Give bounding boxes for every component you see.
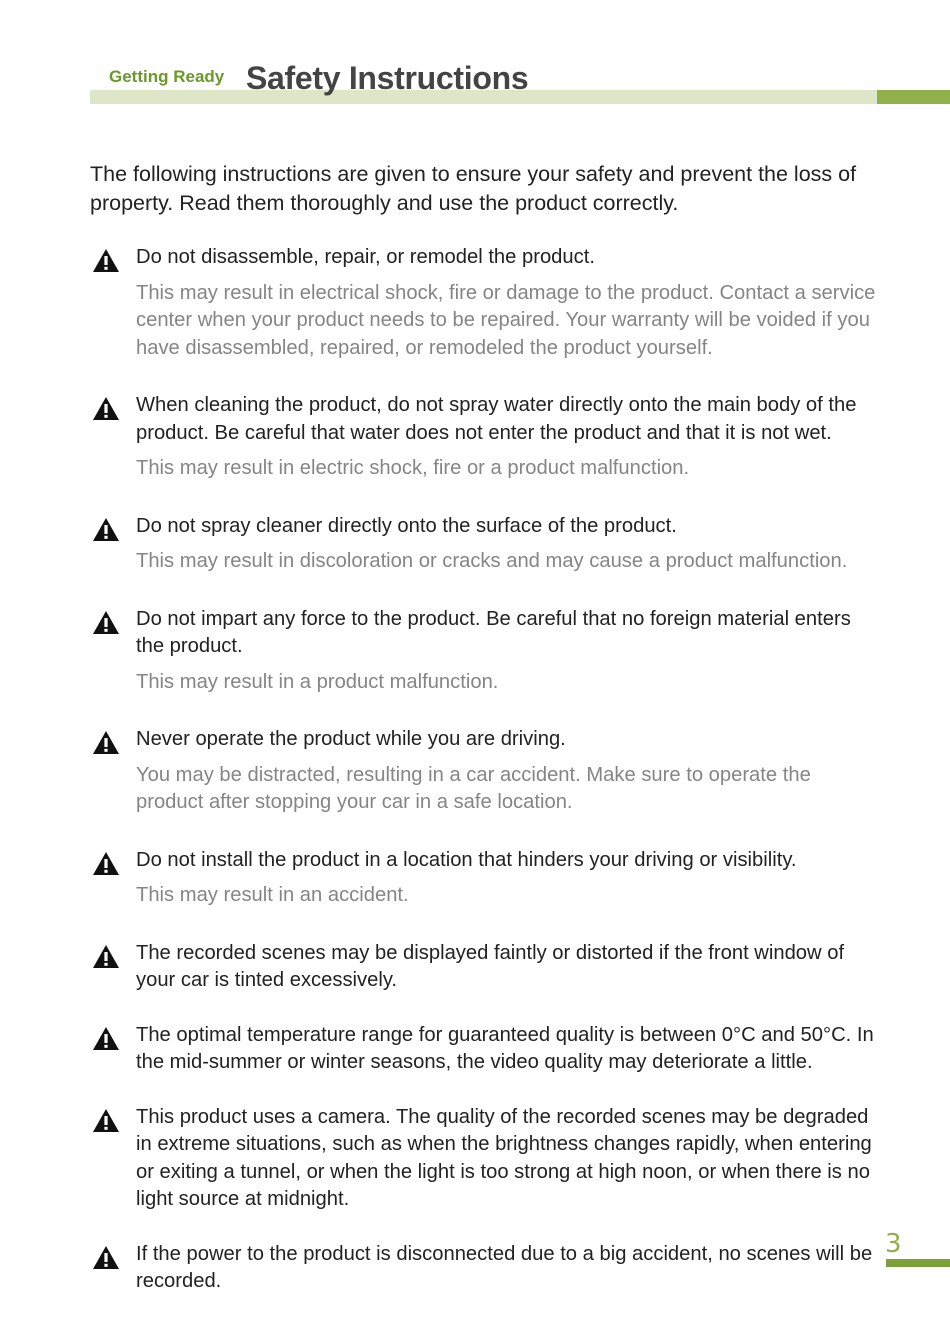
safety-item <box>90 1241 880 1296</box>
warning-triangle-icon <box>92 1108 120 1133</box>
safety-item <box>90 244 880 362</box>
safety-item-main: Do not spray cleaner directly onto the surface of the product. <box>136 514 677 537</box>
safety-item <box>90 726 880 817</box>
page-number-bar <box>886 1259 950 1267</box>
safety-item <box>90 1104 880 1214</box>
safety-item-main: The recorded scenes may be displayed faintly or distorted if the front window of your car is tinted excessively. <box>136 941 845 991</box>
warning-triangle-icon <box>92 396 120 421</box>
safety-item-main: The optimal temperature range for guaranteed quality is between 0°C and 50°C. In the mid-summer or winter seasons, the video quality may deteriorate a little. <box>136 1023 874 1073</box>
safety-item-main: This product uses a camera. The quality of the recorded scenes may be degraded in extreme situations, such as when the brightness changes rapidly, when entering or exiting a tunnel, or when the light is too strong at high noon, or when there is no light source at midnight. <box>136 1105 872 1210</box>
safety-item <box>90 1022 880 1077</box>
intro-paragraph: The following instructions are given to ensure your safety and prevent the loss of property. Read them thoroughly and use the product correctly. <box>90 162 857 215</box>
safety-item-note: This may result in electric shock, fire or a product malfunction. <box>136 457 690 479</box>
warning-triangle-icon <box>92 1245 120 1270</box>
safety-item <box>90 606 880 697</box>
safety-item-note: This may result in a product malfunction. <box>136 670 499 693</box>
safety-item-main: Do not disassemble, repair, or remodel the product. <box>136 246 595 268</box>
safety-item <box>90 940 880 995</box>
safety-item-note: You may be distracted, resulting in a car accident. Make sure to operate the product after stopping your car in a safe location. <box>136 763 811 813</box>
page-title: Safety Instructions <box>246 60 529 96</box>
safety-item-main: Do not install the product in a location that hinders your driving or visibility. <box>136 848 797 871</box>
safety-item-main: When cleaning the product, do not spray water directly onto the main body of the product. Be careful that water does not enter the product and that it is not wet. <box>136 394 857 444</box>
warning-triangle-icon <box>92 851 120 876</box>
warning-triangle-icon <box>92 1026 120 1051</box>
safety-item-note: This may result in electrical shock, fire or damage to the product. Contact a service center when your product needs to be repaired. Your warranty will be voided if you have disassembled, repaired, or remodeled the product yourself. <box>136 281 876 359</box>
section-label: Getting Ready <box>109 67 225 86</box>
safety-item-main: Do not impart any force to the product. Be careful that no foreign material enters the product. <box>136 607 851 657</box>
warning-triangle-icon <box>92 610 120 635</box>
safety-item-main: If the power to the product is disconnected due to a big accident, no scenes will be recorded. <box>136 1242 873 1292</box>
warning-triangle-icon <box>92 944 120 969</box>
safety-item-main: Never operate the product while you are driving. <box>136 728 566 750</box>
safety-item <box>90 392 880 483</box>
safety-item-note: This may result in discoloration or cracks and may cause a product malfunction. <box>136 550 848 572</box>
safety-item <box>90 513 880 576</box>
safety-item-note: This may result in an accident. <box>136 884 409 906</box>
header-bar-accent <box>877 90 950 104</box>
safety-instructions-list <box>90 244 880 1296</box>
page-number: 3 <box>885 1229 902 1259</box>
page-header <box>90 60 950 106</box>
warning-triangle-icon <box>92 730 120 755</box>
warning-triangle-icon <box>92 517 120 542</box>
warning-triangle-icon <box>92 248 120 273</box>
safety-item <box>90 847 880 910</box>
